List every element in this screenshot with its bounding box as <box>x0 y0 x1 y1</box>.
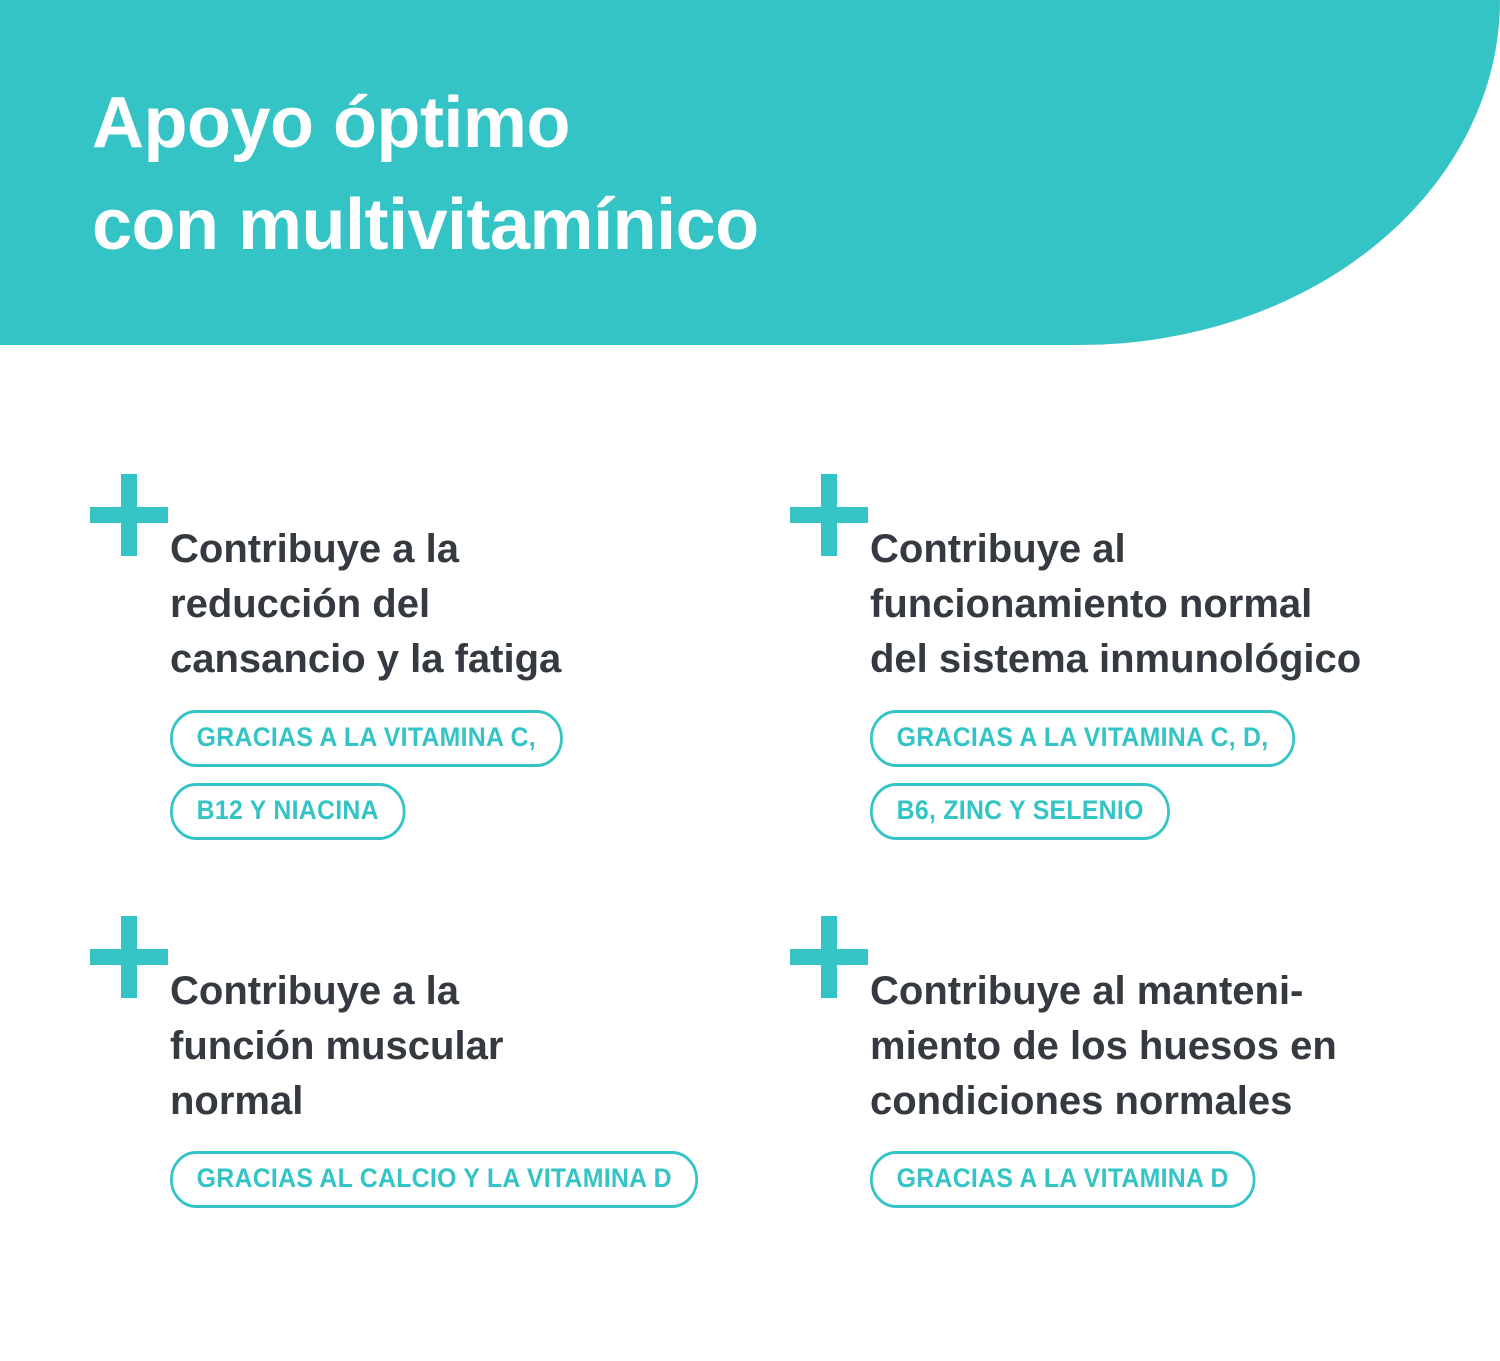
benefit-description-2 <box>870 522 1488 688</box>
plus-icon <box>790 916 874 1000</box>
benefit-description-line: Contribuye a la <box>170 968 459 1013</box>
page-title-line-2: con multivitamínico <box>92 185 759 266</box>
benefit-item-1 <box>88 460 760 840</box>
benefit-description-1 <box>170 522 760 688</box>
benefit-description-line: funcionamiento normal <box>870 582 1313 627</box>
benefit-tags-3 <box>170 1151 760 1208</box>
benefit-description-line: Contribuye a la <box>170 527 459 571</box>
benefit-description-line: normal <box>170 1078 304 1123</box>
benefit-tag: GRACIAS A LA VITAMINA C, D, <box>870 710 1295 767</box>
benefit-tag: GRACIAS A LA VITAMINA C, <box>170 710 563 767</box>
benefit-description-3 <box>170 964 760 1130</box>
benefit-tags-4 <box>870 1151 1488 1208</box>
benefit-tag: GRACIAS A LA VITAMINA D <box>870 1151 1255 1208</box>
benefit-tag: B6, ZINC Y SELENIO <box>870 783 1170 840</box>
header-banner <box>0 0 1500 345</box>
benefits-grid <box>0 460 1500 1208</box>
benefit-description-line: reducción del <box>170 582 431 627</box>
page-title <box>92 72 1142 276</box>
benefit-tag: B12 Y NIACINA <box>170 783 405 840</box>
benefit-description-line: Contribuye al <box>870 527 1126 571</box>
plus-icon <box>790 474 874 558</box>
benefit-item-4 <box>788 902 1488 1209</box>
benefit-description-line: Contribuye al manteni- <box>870 968 1304 1013</box>
benefit-item-3 <box>88 902 760 1209</box>
benefit-description-line: cansancio y la fatiga <box>170 637 562 682</box>
benefit-description-line: miento de los huesos en <box>870 1023 1337 1068</box>
page-title-line-1: Apoyo óptimo <box>92 83 570 163</box>
benefit-tags-1 <box>170 710 760 840</box>
plus-icon <box>90 474 174 558</box>
benefit-description-line: condiciones normales <box>870 1078 1293 1123</box>
benefit-description-line: del sistema inmunológico <box>870 637 1362 682</box>
benefit-tags-2 <box>870 710 1488 840</box>
benefit-tag: GRACIAS AL CALCIO Y LA VITAMINA D <box>170 1151 698 1208</box>
plus-icon <box>90 916 174 1000</box>
benefit-description-line: función muscular <box>170 1023 504 1068</box>
benefit-description-4 <box>870 964 1488 1130</box>
benefit-item-2 <box>788 460 1488 840</box>
